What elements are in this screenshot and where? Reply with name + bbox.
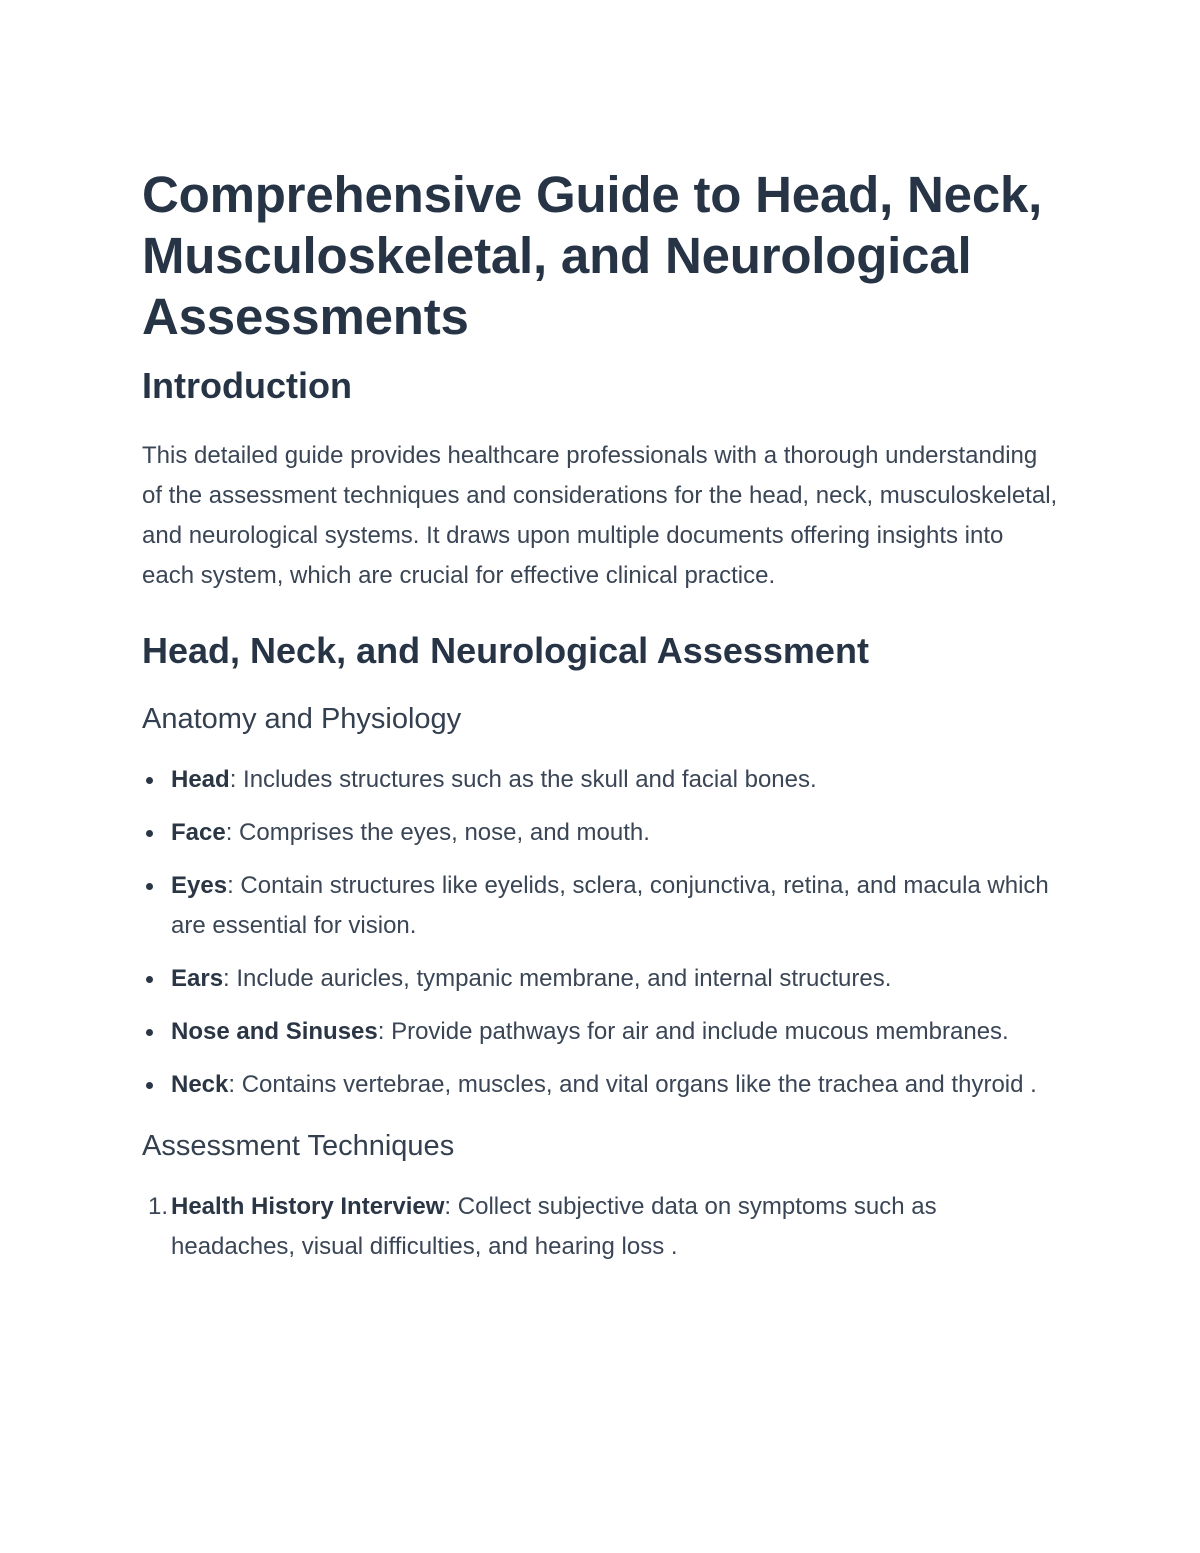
list-item-term: Face xyxy=(171,819,226,846)
anatomy-list xyxy=(142,760,1062,1105)
anatomy-heading: Anatomy and Physiology xyxy=(142,703,462,735)
list-item-text: : Contain structures like eyelids, sclera, conjunctiva, retina, and macula which are essential for vision. xyxy=(171,872,1049,939)
document-page xyxy=(142,164,1062,1280)
list-item-text: : Collect subjective data on symptoms such as headaches, visual difficulties, and hearing loss . xyxy=(171,1193,937,1260)
list-item-text: : Includes structures such as the skull and facial bones. xyxy=(229,766,817,793)
list-item xyxy=(142,1065,1062,1105)
section-heading: Head, Neck, and Neurological Assessment xyxy=(142,630,869,671)
list-item-text: : Provide pathways for air and include mucous membranes. xyxy=(377,1018,1009,1045)
list-item-term: Eyes xyxy=(171,872,228,899)
introduction-heading: Introduction xyxy=(142,365,352,406)
list-item xyxy=(142,760,1062,800)
list-item-term: Head xyxy=(171,766,230,793)
list-item xyxy=(142,1187,1062,1267)
list-item-text: : Contains vertebrae, muscles, and vital organs like the trachea and thyroid . xyxy=(228,1071,1037,1098)
list-item-term: Health History Interview xyxy=(171,1193,445,1220)
bullet-icon xyxy=(146,976,153,983)
list-item xyxy=(142,813,1062,853)
document-title: Comprehensive Guide to Head, Neck, Musculoskeletal, and Neurological Assessments xyxy=(142,166,1043,345)
list-item xyxy=(142,866,1062,946)
list-item-text: : Include auricles, tympanic membrane, and internal structures. xyxy=(223,965,892,992)
list-item xyxy=(142,959,1062,999)
introduction-paragraph: This detailed guide provides healthcare professionals with a thorough understanding of the assessment techniques and considerations for the head, neck, musculoskeletal, and neurological systems. It draws upon multiple documents offering insights into each system, which are crucial for effective clinical practice. xyxy=(142,442,1058,589)
bullet-icon xyxy=(146,883,153,890)
list-item-number: 1. xyxy=(148,1193,169,1220)
list-item-term: Nose and Sinuses xyxy=(171,1018,378,1045)
techniques-list xyxy=(142,1187,1062,1267)
bullet-icon xyxy=(146,777,153,784)
bullet-icon xyxy=(146,1029,153,1036)
techniques-heading: Assessment Techniques xyxy=(142,1130,455,1162)
bullet-icon xyxy=(146,1082,153,1089)
list-item xyxy=(142,1012,1062,1052)
bullet-icon xyxy=(146,830,153,837)
list-item-text: : Comprises the eyes, nose, and mouth. xyxy=(225,819,650,846)
list-item-term: Ears xyxy=(171,965,224,992)
list-item-term: Neck xyxy=(171,1071,229,1098)
